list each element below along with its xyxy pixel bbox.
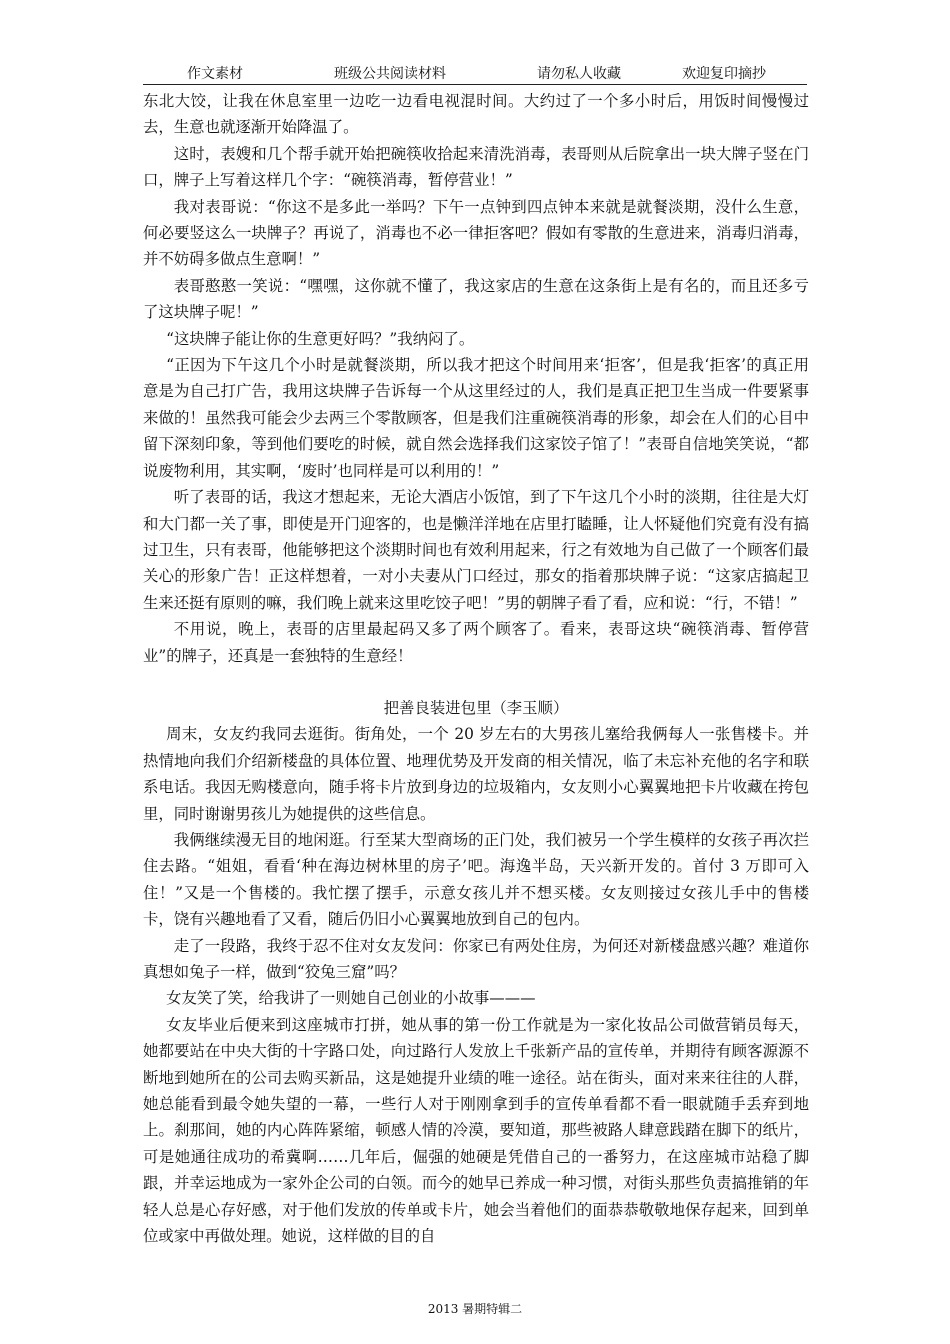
story2-paragraph-5: 女友毕业后便来到这座城市打拼，她从事的第一份工作就是为一家化妆品公司做营销员每天，她都要站在中央大街的十字路口处，向过路行人发放上千张新产品的宣传单，并期待有顾客源源不断地到她所在的公司去购买新品，这是她提升业绩的唯一途径。站在街头，面对来来往往的人群，她总能看到最令她失望的一幕，一些行人对于刚刚拿到手的宣传单看都不看一眼就随手丢弃到地上。刹那间，她的内心阵阵紧缩，顿感人情的冷漠，要知道，那些被路人肆意践踏在脚下的纸片，可是她通往成功的希冀啊……几年后，倔强的她硬是凭借自己的一番努力，在这座城市站稳了脚跟，并幸运地成为一家外企公司的白领。而今的她早已养成一种习惯，对街头那些负责搞推销的年轻人总是心存好感，对于他们发放的传单或卡片，她会当着他们的面恭恭敬敬地保存起来，回到单位或家中再做处理。她说，这样做的目的自 xyxy=(143,1015,809,1246)
story2-paragraph-1: 周末，女友约我同去逛街。街角处，一个 20 岁左右的大男孩儿塞给我俩每人一张售楼卡。并热情地向我们介绍新楼盘的具体位置、地理优势及开发商的相关情况，临了未忘补充他的名字和联系电话。我因无购楼意向，随手将卡片放到身边的垃圾箱内，女友则小心翼翼地把卡片收藏在挎包里，同时谢谢男孩儿为她提供的这些信息。 xyxy=(143,725,809,823)
story2-paragraph-4: 女友笑了笑，给我讲了一则她自己创业的小故事——— xyxy=(166,989,536,1008)
story1-paragraph-0: 东北大饺，让我在休息室里一边吃一边看电视混时间。大约过了一个多小时后，用饭时间慢慢过去，生意也就逐渐开始降温了。 xyxy=(143,92,809,137)
story2-paragraph-3: 走了一段路，我终于忍不住对女友发问：你家已有两处住房，为何还对新楼盘感兴趣？难道你真想如兔子一样，做到“狡兔三窟”吗？ xyxy=(143,936,809,981)
story1-paragraph-5: “正因为下午这几个小时是就餐淡期，所以我才把这个时间用来‘拒客’，但是我‘拒客’的真正用意是为自己打广告，我用这块牌子告诉每一个从这里经过的人，我们是真正把卫生当成一件要紧事来做的！虽然我可能会少去两三个零散顾客，但是我们注重碗筷消毒的形象，却会在人们的心目中留下深刻印象，等到他们要吃的时候，就自然会选择我们这家饺子馆了！”表哥自信地笑笑说，“都说废物利用，其实啊，‘废时’也同样是可以利用的！” xyxy=(143,356,809,480)
article-body xyxy=(143,88,809,1249)
header-label-copy-welcome: 欢迎复印摘抄 xyxy=(682,66,766,82)
story2-title: 把善良装进包里（李玉顺） xyxy=(383,698,569,717)
story1-paragraph-6: 听了表哥的话，我这才想起来，无论大酒店小饭馆，到了下午这几个小时的淡期，往往是大灯和大门都一关了事，即使是开门迎客的，也是懒洋洋地在店里打瞌睡，让人怀疑他们究竟有没有搞过卫生，只有表哥，他能够把这个淡期时间也有效利用起来，行之有效地为自己做了一个顾客们最关心的形象广告！正这样想着，一对小夫妻从门口经过，那女的指着那块牌子说：“这家店搞起卫生来还挺有原则的嘛，我们晚上就来这里吃饺子吧！”男的朝牌子看了看，应和说：“行，不错！” xyxy=(143,488,809,612)
story1-paragraph-1: 这时，表嫂和几个帮手就开始把碗筷收拾起来清洗消毒，表哥则从后院拿出一块大牌子竖在门口，牌子上写着这样几个字：“碗筷消毒，暂停营业！” xyxy=(143,144,809,190)
page-header xyxy=(143,64,807,85)
story1-paragraph-2: 我对表哥说：“你这不是多此一举吗？下午一点钟到四点钟本来就是就餐淡期，没什么生意，何必要竖这么一块牌子？再说了，消毒也不必一律拒客吧？假如有零散的生意进来，消毒归消毒，并不妨碍多做点生意啊！” xyxy=(143,197,809,269)
header-label-material: 作文素材 xyxy=(187,66,243,82)
header-label-class-reading: 班级公共阅读材料 xyxy=(334,66,446,82)
story1-paragraph-7: 不用说，晚上，表哥的店里最起码又多了两个顾客了。看来，表哥这块“碗筷消毒、暂停营业”的牌子，还真是一套独特的生意经！ xyxy=(143,620,809,665)
story2-paragraph-2: 我俩继续漫无目的地闲逛。行至某大型商场的正门处，我们被另一个学生模样的女孩子再次拦住去路。“姐姐，看看‘种在海边树林里的房子’吧。海逸半岛，天兴新开发的。首付 3 万即可入住！”又是一个售楼的。我忙摆了摆手，示意女孩儿并不想买楼。女友则接过女孩儿手中的售楼卡，饶有兴趣地看了又看，随后仍旧小心翼翼地放到自己的包内。 xyxy=(143,830,809,929)
story1-paragraph-4: “这块牌子能让你的生意更好吗？”我纳闷了。 xyxy=(166,329,475,348)
header-label-no-private: 请勿私人收藏 xyxy=(537,66,621,82)
page-footer: 2013 暑期特辑二 xyxy=(427,1302,523,1316)
story1-paragraph-3: 表哥憨憨一笑说：“嘿嘿，这你就不懂了，我这家店的生意在这条街上是有名的，而且还多亏了这块牌子呢！” xyxy=(143,276,809,322)
